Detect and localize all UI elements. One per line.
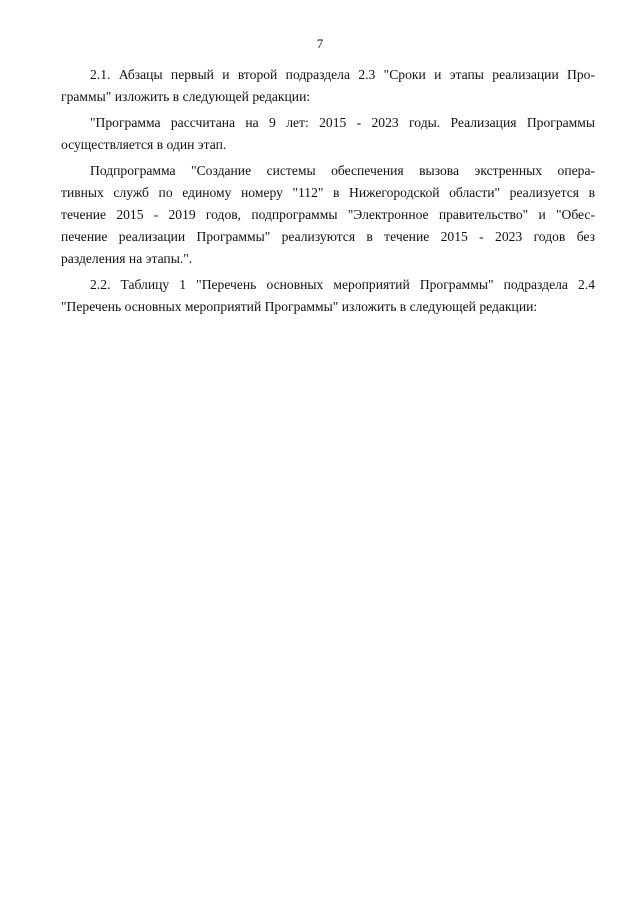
paragraph-program-duration	[61, 112, 595, 156]
text-line: Подпрограмма "Создание системы обеспечения вызова экстренных опера-	[90, 163, 595, 178]
text-line: граммы" изложить в следующей редакции:	[61, 89, 311, 104]
text-line: печение реализации Программы" реализуются в течение 2015 - 2023 годов без	[61, 229, 595, 244]
paragraph-2-1	[61, 64, 595, 108]
text-line: тивных служб по единому номеру "112" в Нижегородской области" реализуется в	[61, 185, 595, 200]
text-line: 2.2. Таблицу 1 "Перечень основных мероприятий Программы" подраздела 2.4	[90, 277, 595, 292]
text-line: 2.1. Абзацы первый и второй подраздела 2.3 "Сроки и этапы реализации Про-	[90, 67, 595, 82]
page-number: 7	[316, 36, 324, 51]
paragraph-2-2	[61, 274, 595, 318]
text-line: осуществляется в один этап.	[61, 137, 227, 152]
text-line: течение 2015 - 2019 годов, подпрограммы "Электронное правительство" и "Обес-	[61, 207, 595, 222]
document-body	[61, 64, 595, 322]
text-line: разделения на этапы.".	[61, 251, 193, 266]
text-line: "Программа рассчитана на 9 лет: 2015 - 2023 годы. Реализация Программы	[90, 115, 595, 130]
paragraph-subprogram	[61, 160, 595, 270]
text-line: "Перечень основных мероприятий Программы" изложить в следующей редакции:	[61, 299, 538, 314]
